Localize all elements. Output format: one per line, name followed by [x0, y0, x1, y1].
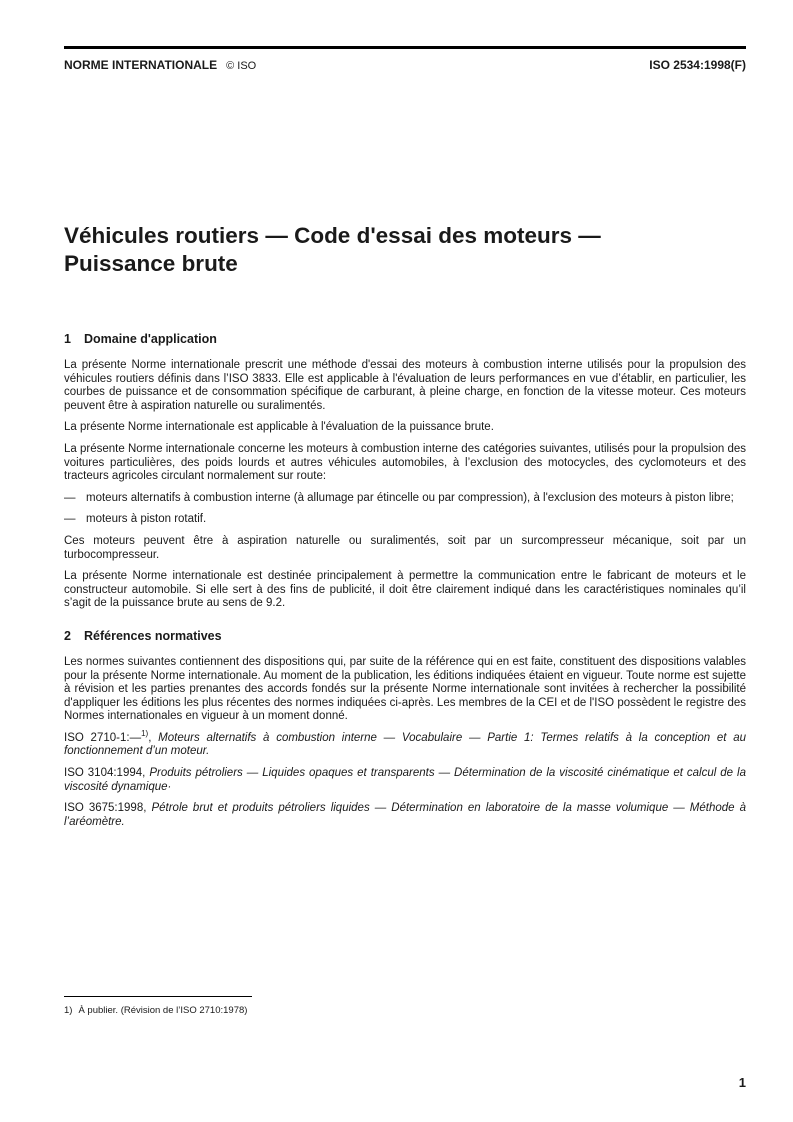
section-1-number: 1 — [64, 332, 71, 346]
s1-paragraph-3: La présente Norme internationale concerne les moteurs à combustion interne des catégories suivantes, utilisés pour la propulsion des voitures particulières, des poids lourds et autres véhicules automobiles, à l’exclusion des motocycles, des cyclomoteurs et des tracteurs agricoles circulant normalement sur route: — [64, 442, 746, 483]
list-item — [64, 513, 746, 527]
ref-code: ISO 3104:1994, — [64, 767, 146, 780]
s1-paragraph-5: La présente Norme internationale est destinée principalement à permettre la communication entre le fabricant de moteurs et le constructeur automobile. Si elle sert à des fins de publicité, il doit être clairement indiqué dans les caractéristiques nominales qu’il s’agit de la puissance brute au sens de 9.2. — [64, 570, 746, 610]
s1-paragraph-4: Ces moteurs peuvent être à aspiration naturelle ou suralimentés, soit par un surcompresseur mécanique, soit par un turbocompresseur. — [64, 534, 746, 561]
footnote-text: À publier. (Révision de l’ISO 2710:1978) — [78, 1005, 248, 1016]
ref-code: ISO 2710-1:— — [64, 731, 142, 744]
page-header — [64, 58, 746, 74]
section-1-title: Domaine d'application — [84, 332, 217, 346]
header-rule — [64, 46, 746, 49]
title-line-1: Véhicules routiers — Code d'essai des moteurs — — [64, 223, 601, 248]
document-title — [64, 222, 746, 278]
dash-marker: — — [64, 491, 76, 504]
reference-1: ISO 2710-1:—$^{1)}$, Moteurs alternatifs à combustion interne — Vocabulaire — Partie 1: Termes relatifs à la conception et au fonctionnement d’un moteur. — [64, 729, 747, 758]
header-left — [64, 58, 256, 72]
s1-paragraph-2: La présente Norme internationale est applicable à l'évaluation de la puissance brute. — [64, 421, 494, 434]
ref-title: Pétrole brut et produits pétroliers liquides — Détermination en laboratoire de la masse volumique — Méthode à l’aréomètre. — [64, 802, 746, 828]
standard-id: ISO 2534:1998(F) — [649, 58, 746, 72]
footnote-ref[interactable]: 1) — [141, 729, 149, 739]
ref-title: Moteurs alternatifs à combustion interne — Vocabulaire — Partie 1: Termes relatifs à la conception et au fonctionnement d’un moteur. — [64, 731, 747, 758]
section-2-title: Références normatives — [84, 628, 222, 643]
section-1-heading — [64, 332, 746, 347]
dash-marker: — — [64, 513, 76, 526]
footnote — [64, 1005, 247, 1016]
s2-intro: Les normes suivantes contiennent des dispositions qui, par suite de la référence qui en est faite, constituent des dispositions valables pour la présente Norme internationale. Au moment de la publication, les éditions indiquées étaient en vigueur. Toute norme est sujette à révision et les parties prenantes des accords fondés sur la présente Norme internationale sont invitées à rechercher la possibilité d'appliquer les éditions les plus récentes des normes indiquées ci-après. Les membres de la CEI et de l'ISO possèdent le registre des Normes internationales en vigueur à un moment donné. — [64, 655, 746, 723]
reference-2 — [64, 767, 746, 794]
list-item-text: moteurs alternatifs à combustion interne (à allumage par étincelle ou par compression), à l'exclusion des moteurs à piston libre; — [86, 491, 734, 504]
list-item-text: moteurs à piston rotatif. — [86, 513, 207, 526]
section-2-number: 2 — [64, 628, 71, 643]
s1-paragraph-1: La présente Norme internationale prescrit une méthode d'essai des moteurs à combustion interne utilisés pour la propulsion des véhicules routiers définis dans l’ISO 3833. Elle est applicable à l'évaluation de leurs performances en vue d’établir, en particulier, les courbes de puissance et de consommation spécifique de carburant, à pleine charge, en fonction de la vitesse moteur. Ces moteurs peuvent être à aspiration naturelle ou suralimentés. — [64, 359, 746, 412]
list-item — [64, 492, 746, 506]
ref-code: ISO 3675:1998, — [64, 802, 147, 815]
copyright-notice: © ISO — [226, 60, 257, 72]
section-2-heading — [64, 629, 746, 644]
ref-title: Produits pétroliers — Liquides opaques et transparents — Détermination de la viscosité cinématique et calcul de la viscosité dynamique· — [64, 767, 746, 793]
title-line-2: Puissance brute — [64, 251, 238, 276]
reference-3 — [64, 802, 746, 829]
standard-type: NORME INTERNATIONALE — [64, 58, 218, 72]
document-body — [64, 332, 746, 837]
footnote-rule — [64, 996, 252, 997]
page-number: 1 — [738, 1075, 746, 1090]
footnote-marker: 1) — [64, 1005, 73, 1016]
